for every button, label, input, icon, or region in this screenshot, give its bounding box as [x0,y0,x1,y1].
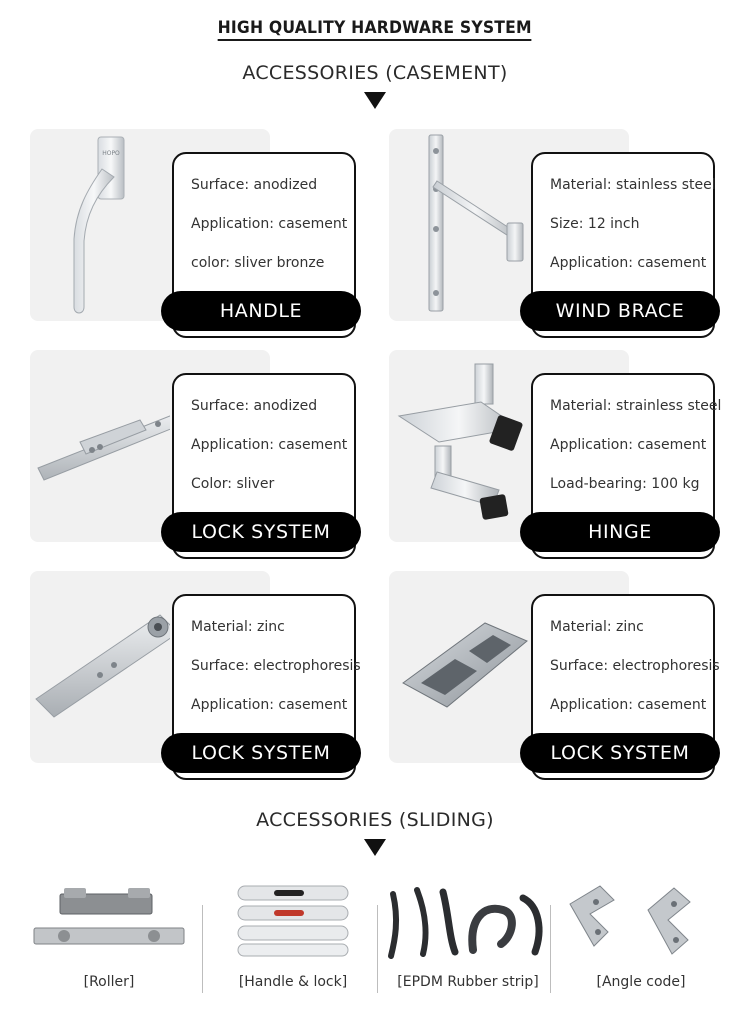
spec-line: Application: casement [550,255,707,271]
accessory-rubber-strip [383,880,553,1010]
spec-line: Material: stainless steel [550,177,716,193]
spec-line: Material: zinc [191,619,285,635]
accessory-handle-lock [208,880,378,1010]
spec-line: Surface: anodized [191,177,318,193]
spec-line: Load-bearing: 100 kg [550,476,700,492]
product-label: WIND BRACE [520,291,720,331]
wind-brace-icon [389,129,529,321]
product-card-lock-system [30,571,375,771]
product-label: LOCK SYSTEM [161,733,361,773]
casement-heading: ACCESSORIES (CASEMENT) [242,62,508,84]
page-title: HIGH QUALITY HARDWARE SYSTEM [0,18,750,41]
handle-icon [30,129,170,321]
svg-text:HOPO: HOPO [102,150,120,157]
spec-line: Surface: electrophoresis [550,658,720,674]
spec-line: Application: casement [191,697,348,713]
product-card-lock-system [389,571,734,771]
product-label: HANDLE [161,291,361,331]
accessory-caption: [Handle & lock] [238,974,348,990]
spec-line: Surface: electrophoresis [191,658,361,674]
product-label: LOCK SYSTEM [520,733,720,773]
spec-line: Size: 12 inch [550,216,640,232]
lock-keeper-icon [389,571,529,763]
lock-plate-icon [30,571,170,763]
spec-line: Application: casement [550,697,707,713]
spec-line: color: sliver bronze [191,255,325,271]
product-card-lock-system [30,350,375,550]
product-card-handle [30,129,375,329]
spec-line: Material: strainless steel [550,398,722,414]
divider [377,905,378,993]
spec-line: Application: casement [191,216,348,232]
accessory-caption: [Roller] [83,974,135,990]
handle-lock-icon [208,880,378,960]
rubber-strip-icon [383,880,553,960]
product-card-hinge [389,350,734,550]
divider [550,905,551,993]
spec-line: Application: casement [191,437,348,453]
divider [202,905,203,993]
arrow-down-icon [364,92,386,109]
accessory-angle-code [556,880,726,1010]
sliding-heading: ACCESSORIES (SLIDING) [256,809,494,831]
spec-line: Color: sliver [191,476,275,492]
hinge-icon [389,350,529,542]
spec-line: Material: zinc [550,619,644,635]
lock-bar-icon [30,350,170,542]
roller-icon [24,880,194,960]
accessory-roller [24,880,194,1010]
arrow-down-icon [364,839,386,856]
accessory-caption: [EPDM Rubber strip] [397,974,539,990]
spec-line: Surface: anodized [191,398,318,414]
angle-code-icon [556,880,726,960]
product-label: HINGE [520,512,720,552]
product-card-wind-brace [389,129,734,329]
accessory-caption: [Angle code] [596,974,686,990]
product-label: LOCK SYSTEM [161,512,361,552]
spec-line: Application: casement [550,437,707,453]
